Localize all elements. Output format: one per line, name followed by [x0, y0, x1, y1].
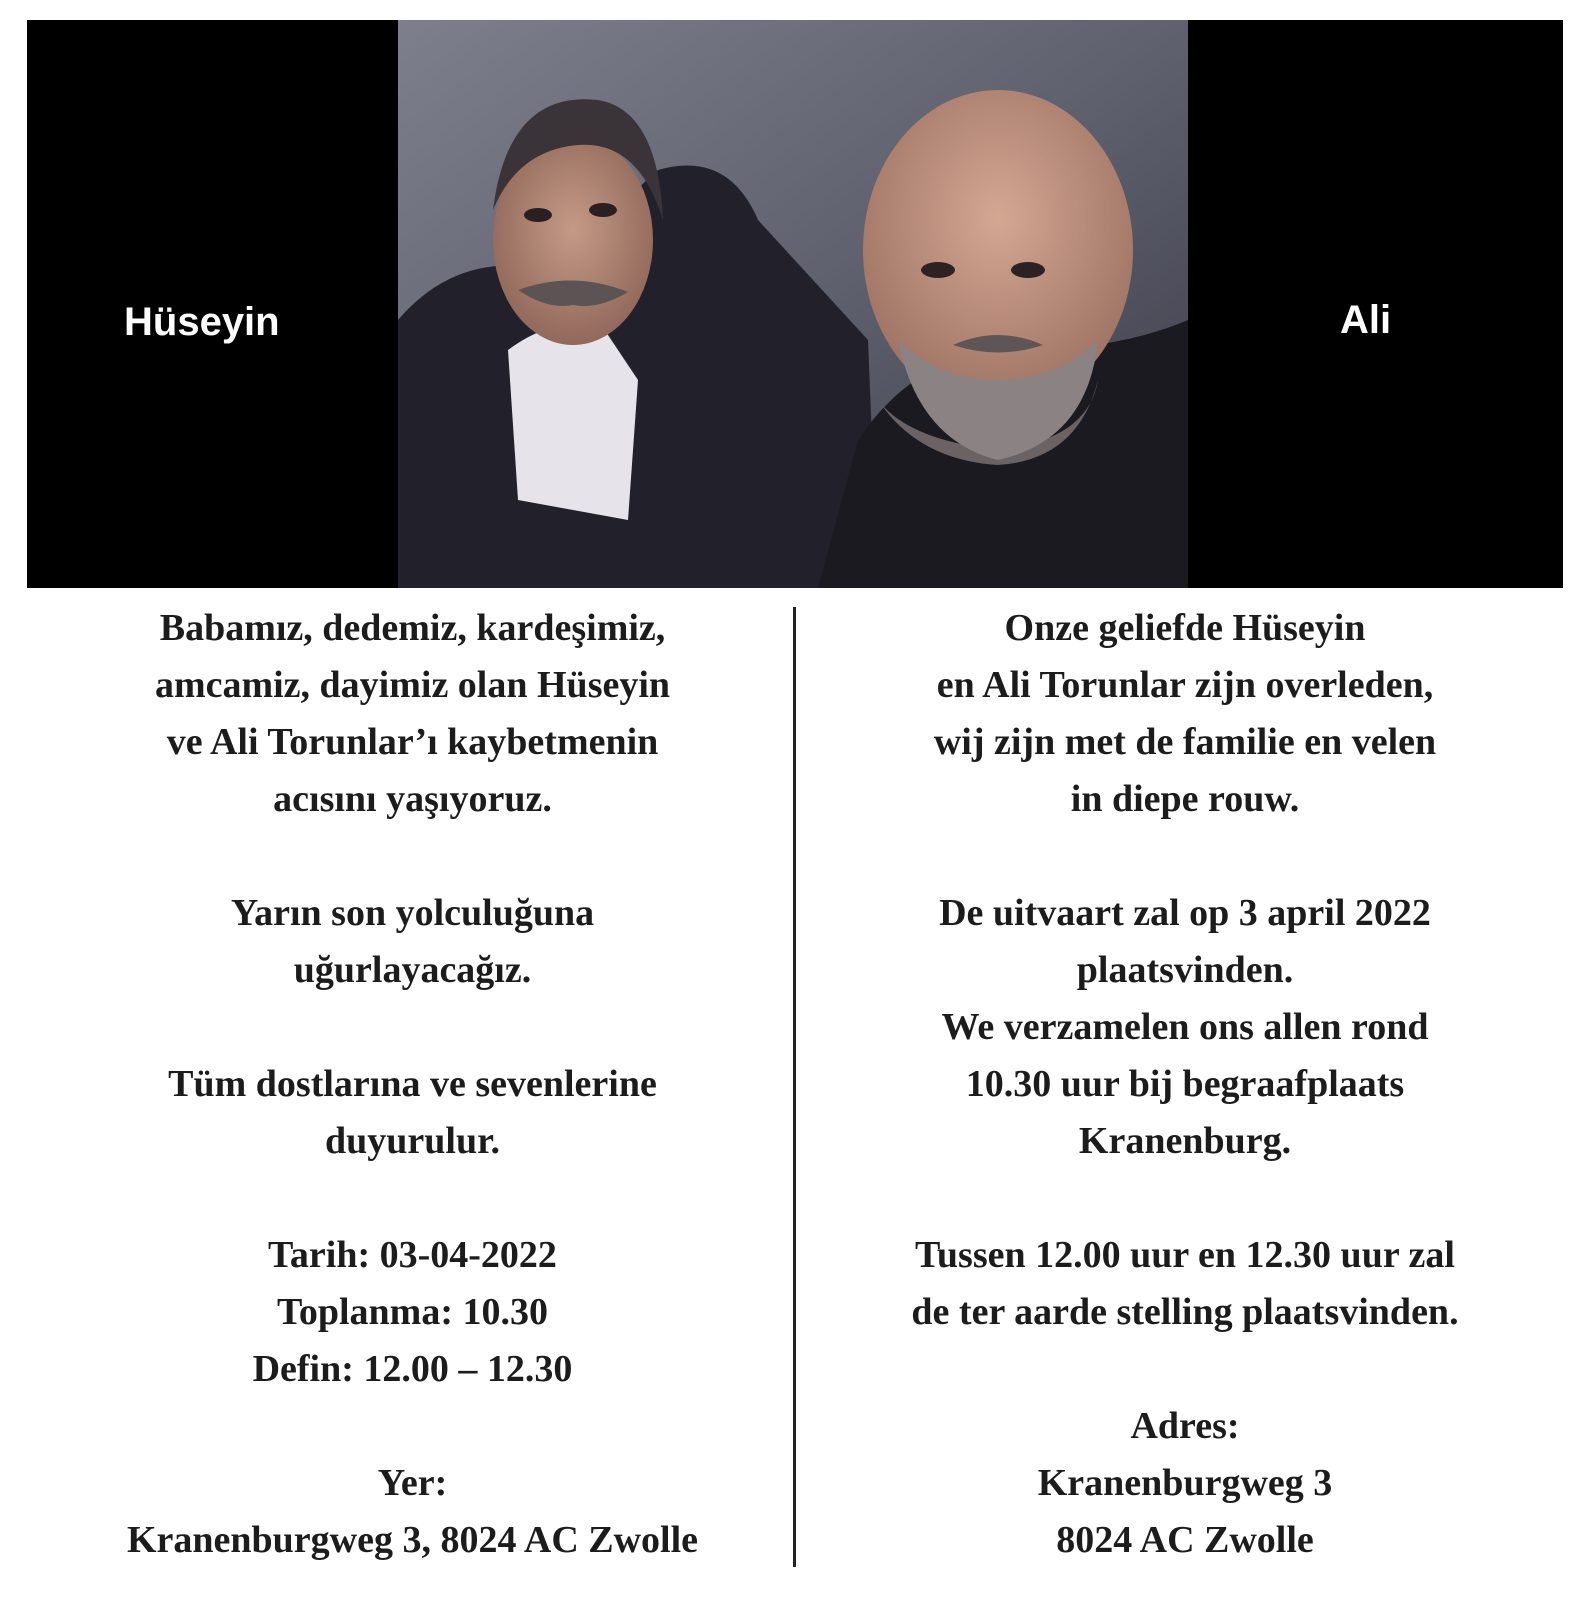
nl-p3-line: de ter aarde stelling plaatsvinden. [911, 1291, 1459, 1333]
memorial-photo [398, 20, 1188, 588]
nl-p3-line: Tussen 12.00 uur en 12.30 uur zal [915, 1234, 1455, 1276]
portrait-photo-two-men [398, 20, 1188, 588]
tr-location-label: Yer: [377, 1462, 448, 1504]
tr-p3-line: duyurulur. [325, 1120, 500, 1162]
nl-p2-line: We verzamelen ons allen rond [941, 1006, 1429, 1048]
nl-p1-line: Onze geliefde Hüseyin [1004, 607, 1366, 649]
turkish-announcement [40, 600, 785, 1569]
nl-address-city: 8024 AC Zwolle [1056, 1519, 1314, 1561]
nl-address-label: Adres: [1130, 1405, 1240, 1447]
tr-date: Tarih: 03-04-2022 [268, 1234, 557, 1276]
memorial-banner [27, 20, 1563, 588]
nl-p2-line: 10.30 uur bij begraafplaats [965, 1063, 1405, 1105]
spacer [805, 1170, 1565, 1227]
tr-p1-line: amcamiz, dayimiz olan Hüseyin [154, 664, 671, 706]
tr-p1-line: acısını yaşıyoruz. [273, 778, 552, 820]
nl-address-street: Kranenburgweg 3 [1037, 1462, 1333, 1504]
spacer [40, 1170, 785, 1227]
nl-p1-line: en Ali Torunlar zijn overleden, [936, 664, 1434, 706]
tr-location-address: Kranenburgweg 3, 8024 AC Zwolle [126, 1519, 699, 1561]
spacer [805, 1341, 1565, 1398]
spacer [40, 999, 785, 1056]
tr-p2-line: Yarın son yolculuğuna [230, 892, 595, 934]
tr-p1-line: Babamız, dedemiz, kardeşimiz, [159, 607, 666, 649]
nl-p2-line: Kranenburg. [1078, 1120, 1292, 1162]
tr-gathering-time: Toplanma: 10.30 [277, 1291, 548, 1333]
name-ali: Ali [1340, 298, 1392, 342]
nl-p2-line: plaatsvinden. [1076, 949, 1294, 991]
tr-p3-line: Tüm dostlarına ve sevenlerine [168, 1063, 657, 1105]
spacer [40, 1398, 785, 1455]
column-divider [793, 607, 796, 1567]
tr-burial-time: Defin: 12.00 – 12.30 [252, 1348, 573, 1390]
nl-p1-line: in diepe rouw. [1070, 778, 1300, 820]
tr-p1-line: ve Ali Torunlar’ı kaybetmenin [166, 721, 659, 763]
name-huseyin: Hüseyin [124, 300, 280, 344]
spacer [805, 828, 1565, 885]
nl-p1-line: wij zijn met de familie en velen [933, 721, 1437, 763]
spacer [40, 828, 785, 885]
dutch-announcement [805, 600, 1565, 1569]
tr-p2-line: uğurlayacağız. [293, 949, 532, 991]
nl-p2-line: De uitvaart zal op 3 april 2022 [939, 892, 1431, 934]
